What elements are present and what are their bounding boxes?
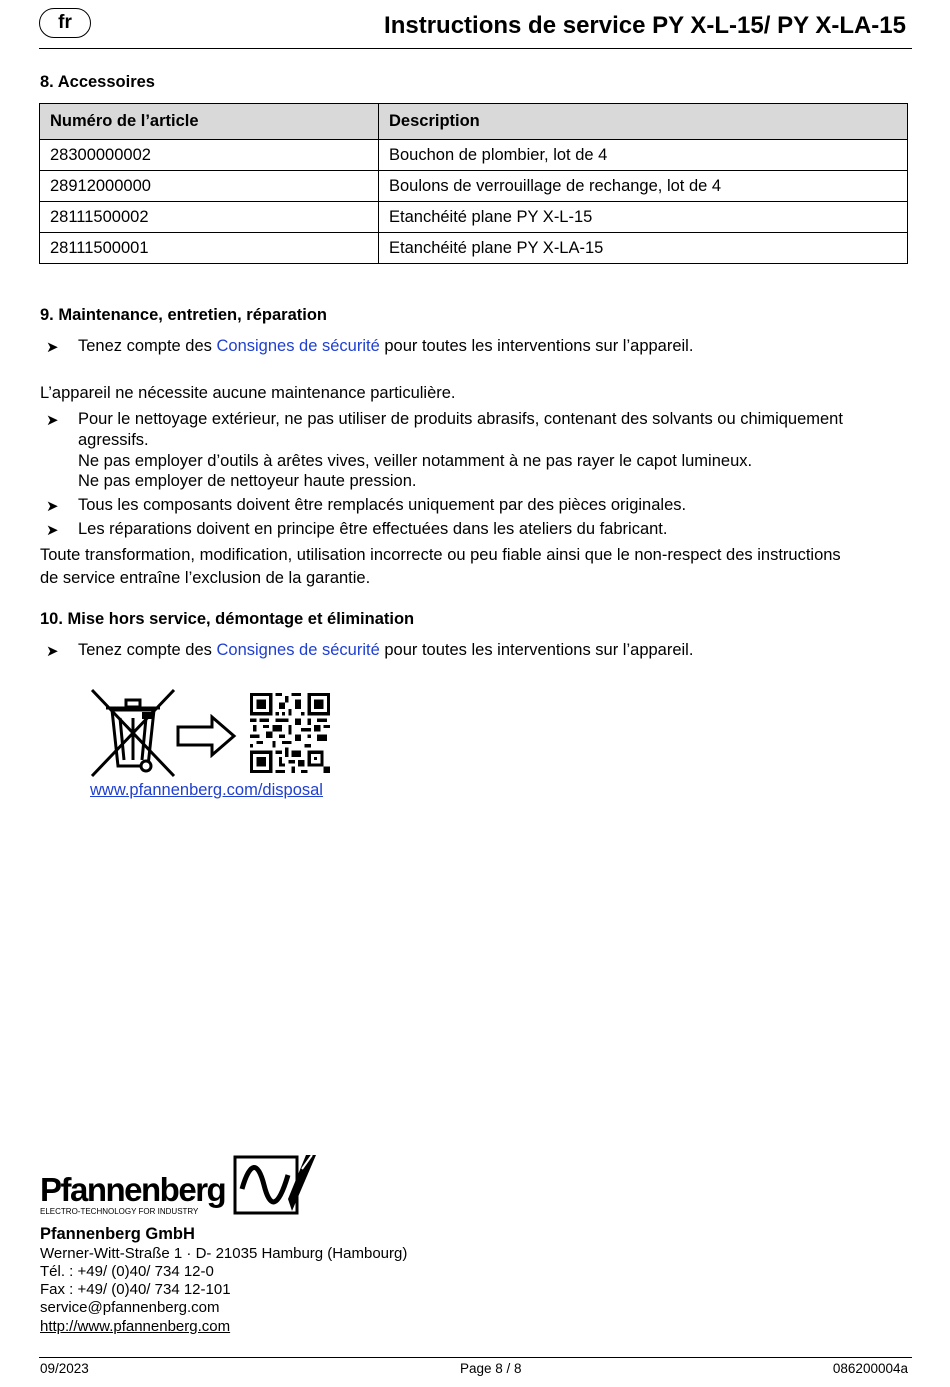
repairs-instruction: Les réparations doivent en principe être effectuées dans les ateliers du fabricant. (78, 520, 668, 538)
table-header-row (40, 104, 908, 140)
article-number-cell: 28912000000 (40, 171, 379, 202)
table-row (40, 202, 908, 233)
company-tagline: ELECTRO-TECHNOLOGY FOR INDUSTRY (40, 1207, 199, 1216)
safety-instruction (78, 641, 693, 660)
description-cell: Etanchéité plane PY X-L-15 (379, 202, 908, 233)
cleaning-line-2: agressifs. (78, 431, 149, 449)
safety-suffix: pour toutes les interventions sur l’appareil. (379, 641, 694, 659)
qr-code-icon[interactable] (250, 693, 330, 773)
footer-doc-number: 086200004a (832, 1361, 908, 1376)
footer-page-number: Page 8 / 8 (460, 1361, 522, 1376)
section-9-heading: 9. Maintenance, entretien, réparation (40, 306, 327, 324)
table-row (40, 233, 908, 264)
description-cell: Bouchon de plombier, lot de 4 (379, 140, 908, 171)
company-wordmark: Pfannenberg (40, 1171, 226, 1208)
cleaning-line-1: Pour le nettoyage extérieur, ne pas utiliser de produits abrasifs, contenant des solvants ou chimiquement (78, 410, 843, 428)
table-row (40, 140, 908, 171)
crossed-out-bin-icon (90, 688, 176, 778)
document-title: Instructions de service PY X-L-15/ PY X-LA-15 (384, 12, 906, 39)
safety-link[interactable]: Consignes de sécurité (216, 641, 380, 659)
arrow-bullet-icon: ➤ (46, 339, 59, 356)
column-header-description: Description (379, 104, 908, 140)
pfannenberg-logo-icon (232, 1153, 318, 1217)
company-email[interactable]: service@pfannenberg.com (40, 1299, 220, 1316)
parts-instruction: Tous les composants doivent être remplacés uniquement par des pièces originales. (78, 496, 687, 514)
safety-instruction (78, 337, 693, 356)
column-header-article-number: Numéro de l’article (40, 104, 379, 140)
description-cell: Boulons de verrouillage de rechange, lot de 4 (379, 171, 908, 202)
table-row (40, 171, 908, 202)
safety-prefix: Tenez compte des (78, 337, 217, 355)
right-arrow-icon (176, 714, 238, 758)
footer-date: 09/2023 (40, 1361, 89, 1376)
cleaning-line-3: Ne pas employer d’outils à arêtes vives, veiller notamment à ne pas rayer le capot lumineux. (78, 452, 753, 470)
company-phone: Tél. : +49/ (0)40/ 734 12-0 (40, 1263, 214, 1280)
arrow-bullet-icon: ➤ (46, 643, 59, 660)
arrow-bullet-icon: ➤ (46, 498, 59, 515)
safety-link[interactable]: Consignes de sécurité (216, 337, 380, 355)
section-10-heading: 10. Mise hors service, démontage et élimination (40, 610, 415, 628)
language-badge: fr (39, 8, 91, 38)
article-number-cell: 28300000002 (40, 140, 379, 171)
section-8-heading: 8. Accessoires (40, 73, 155, 91)
description-cell: Etanchéité plane PY X-LA-15 (379, 233, 908, 264)
article-number-cell: 28111500002 (40, 202, 379, 233)
footer-divider (39, 1357, 912, 1358)
safety-suffix: pour toutes les interventions sur l’appareil. (379, 337, 694, 355)
article-number-cell: 28111500001 (40, 233, 379, 264)
disposal-link[interactable]: www.pfannenberg.com/disposal (90, 781, 323, 799)
arrow-bullet-icon: ➤ (46, 522, 59, 539)
header-divider (39, 48, 912, 49)
cleaning-line-4: Ne pas employer de nettoyeur haute pression. (78, 472, 417, 490)
arrow-bullet-icon: ➤ (46, 412, 59, 429)
warranty-line-1: Toute transformation, modification, utilisation incorrecte ou peu fiable ainsi que le non-respect des instructions (40, 546, 841, 564)
accessories-table (39, 103, 908, 264)
warranty-line-2: de service entraîne l’exclusion de la garantie. (40, 569, 371, 587)
safety-prefix: Tenez compte des (78, 641, 217, 659)
company-fax: Fax : +49/ (0)40/ 734 12-101 (40, 1281, 231, 1298)
company-website[interactable]: http://www.pfannenberg.com (40, 1318, 231, 1335)
maintenance-intro: L’appareil ne nécessite aucune maintenance particulière. (40, 384, 456, 402)
company-address: Werner-Witt-Straße 1 · D- 21035 Hamburg (Hambourg) (40, 1245, 408, 1262)
company-name: Pfannenberg GmbH (40, 1225, 195, 1243)
